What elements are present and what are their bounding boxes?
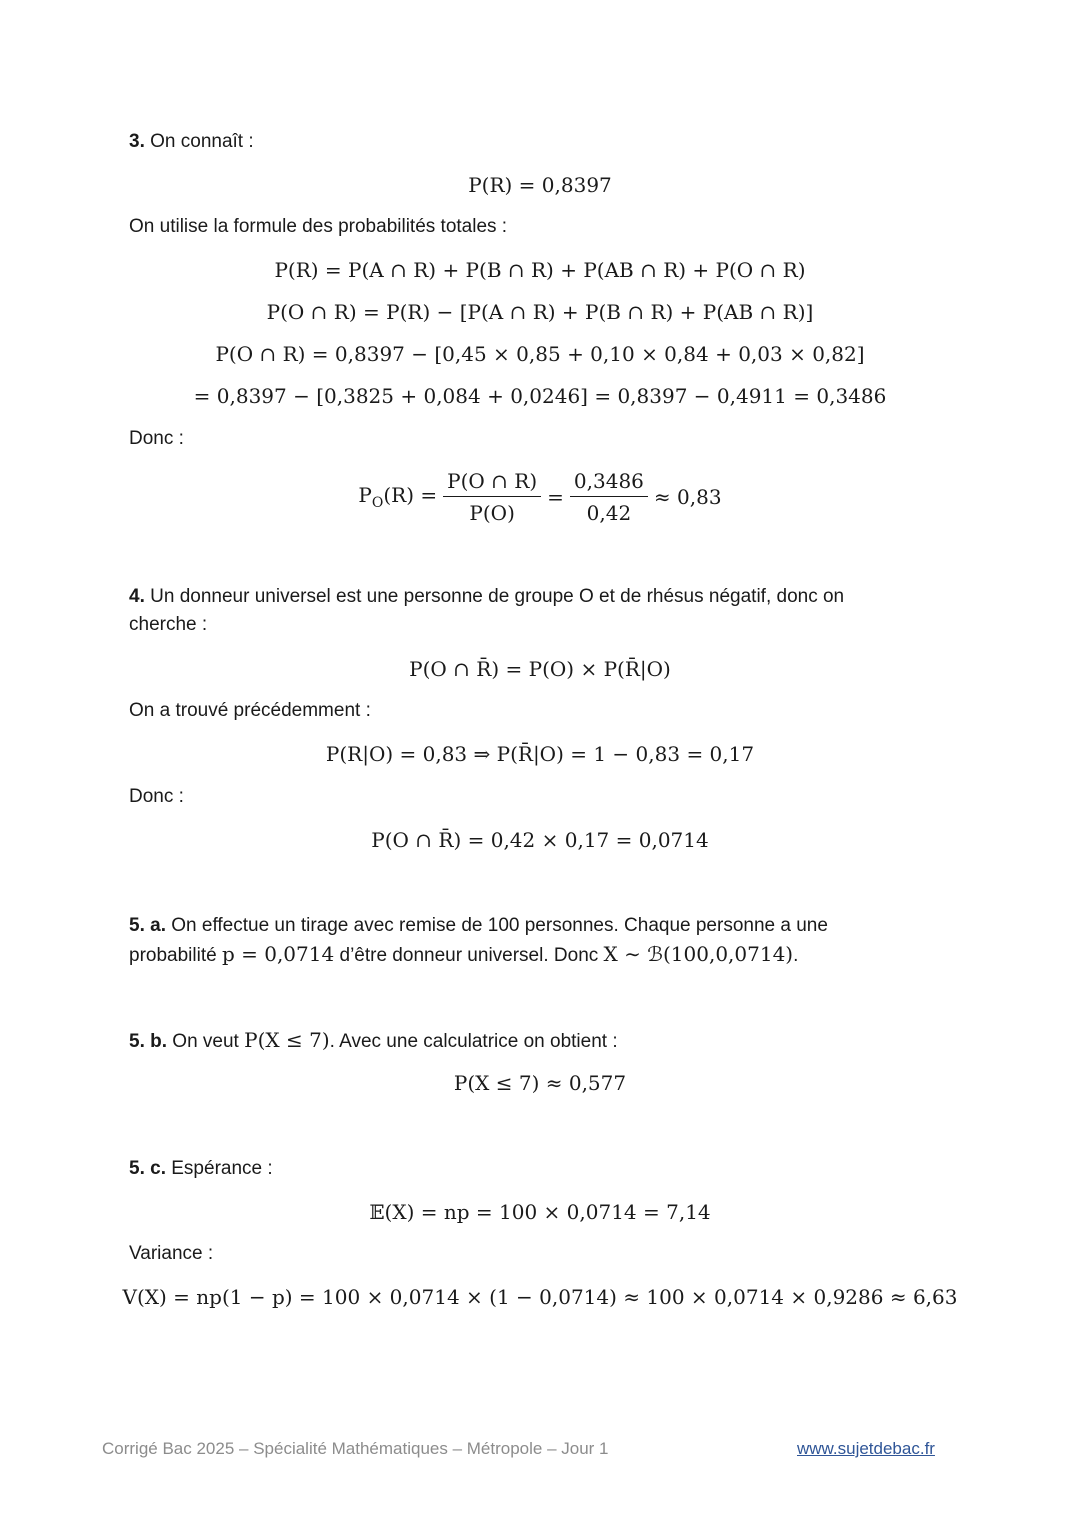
section-text: On connaît : (144, 131, 254, 152)
equation: P(R|O) = 0,83 ⇒ P(R̄|O) = 1 − 0,83 = 0,17 (325, 742, 755, 766)
section-number: 5. c. (129, 1158, 166, 1179)
equation: V(X) = np(1 − p) = 100 × 0,0714 × (1 − 0,0714) ≈ 100 × 0,0714 × 0,9286 ≈ 6,63 (122, 1285, 958, 1309)
equation: P(R) = P(A ∩ R) + P(B ∩ R) + P(AB ∩ R) + P(O ∩ R) (274, 258, 806, 282)
section-number: 3. (129, 131, 145, 152)
paragraph: probabilité p = 0,0714 d’être donneur universel. Donc X ∼ ℬ(100,0,0714). (129, 942, 799, 966)
paragraph: On a trouvé précédemment : (129, 700, 371, 721)
section-number: 4. (129, 586, 145, 607)
section-number: 5. b. (129, 1031, 168, 1052)
equation: P(O ∩ R̄) = 0,42 × 0,17 = 0,0714 (371, 828, 709, 852)
fraction-denominator: 0,42 (586, 501, 632, 525)
paragraph: Variance : (129, 1243, 214, 1264)
section-text: Un donneur universel est une personne de groupe O et de rhésus négatif, donc on (144, 586, 845, 607)
equation: P(R) = 0,8397 (468, 173, 612, 197)
footer-title: Corrigé Bac 2025 – Spécialité Mathématiques – Métropole – Jour 1 (102, 1439, 609, 1458)
section-4-intro (129, 583, 844, 611)
section-5b-intro: 5. b. On veut P(X ≤ 7). Avec une calculatrice on obtient : (129, 1028, 618, 1052)
section-3-intro (129, 128, 254, 156)
fraction-numerator: P(O ∩ R) (443, 467, 541, 497)
equation: P(O ∩ R) = P(R) − [P(A ∩ R) + P(B ∩ R) + P(AB ∩ R)] (266, 300, 814, 324)
equation: P(O ∩ R) = 0,8397 − [0,45 × 0,85 + 0,10 × 0,84 + 0,03 × 0,82] (215, 342, 865, 366)
equation: = 0,8397 − [0,3825 + 0,084 + 0,0246] = 0,8397 − 0,4911 = 0,3486 (193, 384, 887, 408)
section-text: On effectue un tirage avec remise de 100 personnes. Chaque personne a une (165, 915, 828, 936)
paragraph: Donc : (129, 786, 184, 807)
fraction-denominator: P(O) (469, 501, 515, 525)
equation: 𝔼(X) = np = 100 × 0,0714 = 7,14 (369, 1200, 711, 1224)
paragraph: Donc : (129, 428, 184, 449)
inline-math: X ∼ ℬ(100,0,0714) (603, 942, 794, 966)
inline-math: p = 0,0714 (221, 942, 335, 966)
section-text: Espérance : (165, 1158, 273, 1179)
equals-sign: = (547, 485, 564, 509)
paragraph: On utilise la formule des probabilités totales : (129, 216, 508, 237)
fraction-result: ≈ 0,83 (653, 485, 722, 509)
fraction-lhs: $P_O(R)$ = (358, 483, 438, 511)
fraction (570, 467, 648, 527)
fraction-equation (0, 466, 1080, 528)
fraction (443, 467, 541, 527)
fraction-numerator: 0,3486 (570, 467, 648, 497)
footer-website-link[interactable]: www.sujetdebac.fr (797, 1439, 935, 1458)
section-5c-intro (129, 1155, 273, 1183)
equation: P(O ∩ R̄) = P(O) × P(R̄|O) (409, 657, 671, 681)
equation: P(X ≤ 7) ≈ 0,577 (453, 1071, 627, 1095)
paragraph: cherche : (129, 614, 208, 635)
inline-math: P(X ≤ 7) (244, 1028, 330, 1052)
section-number: 5. a. (129, 915, 166, 936)
section-5a-intro (129, 912, 828, 940)
